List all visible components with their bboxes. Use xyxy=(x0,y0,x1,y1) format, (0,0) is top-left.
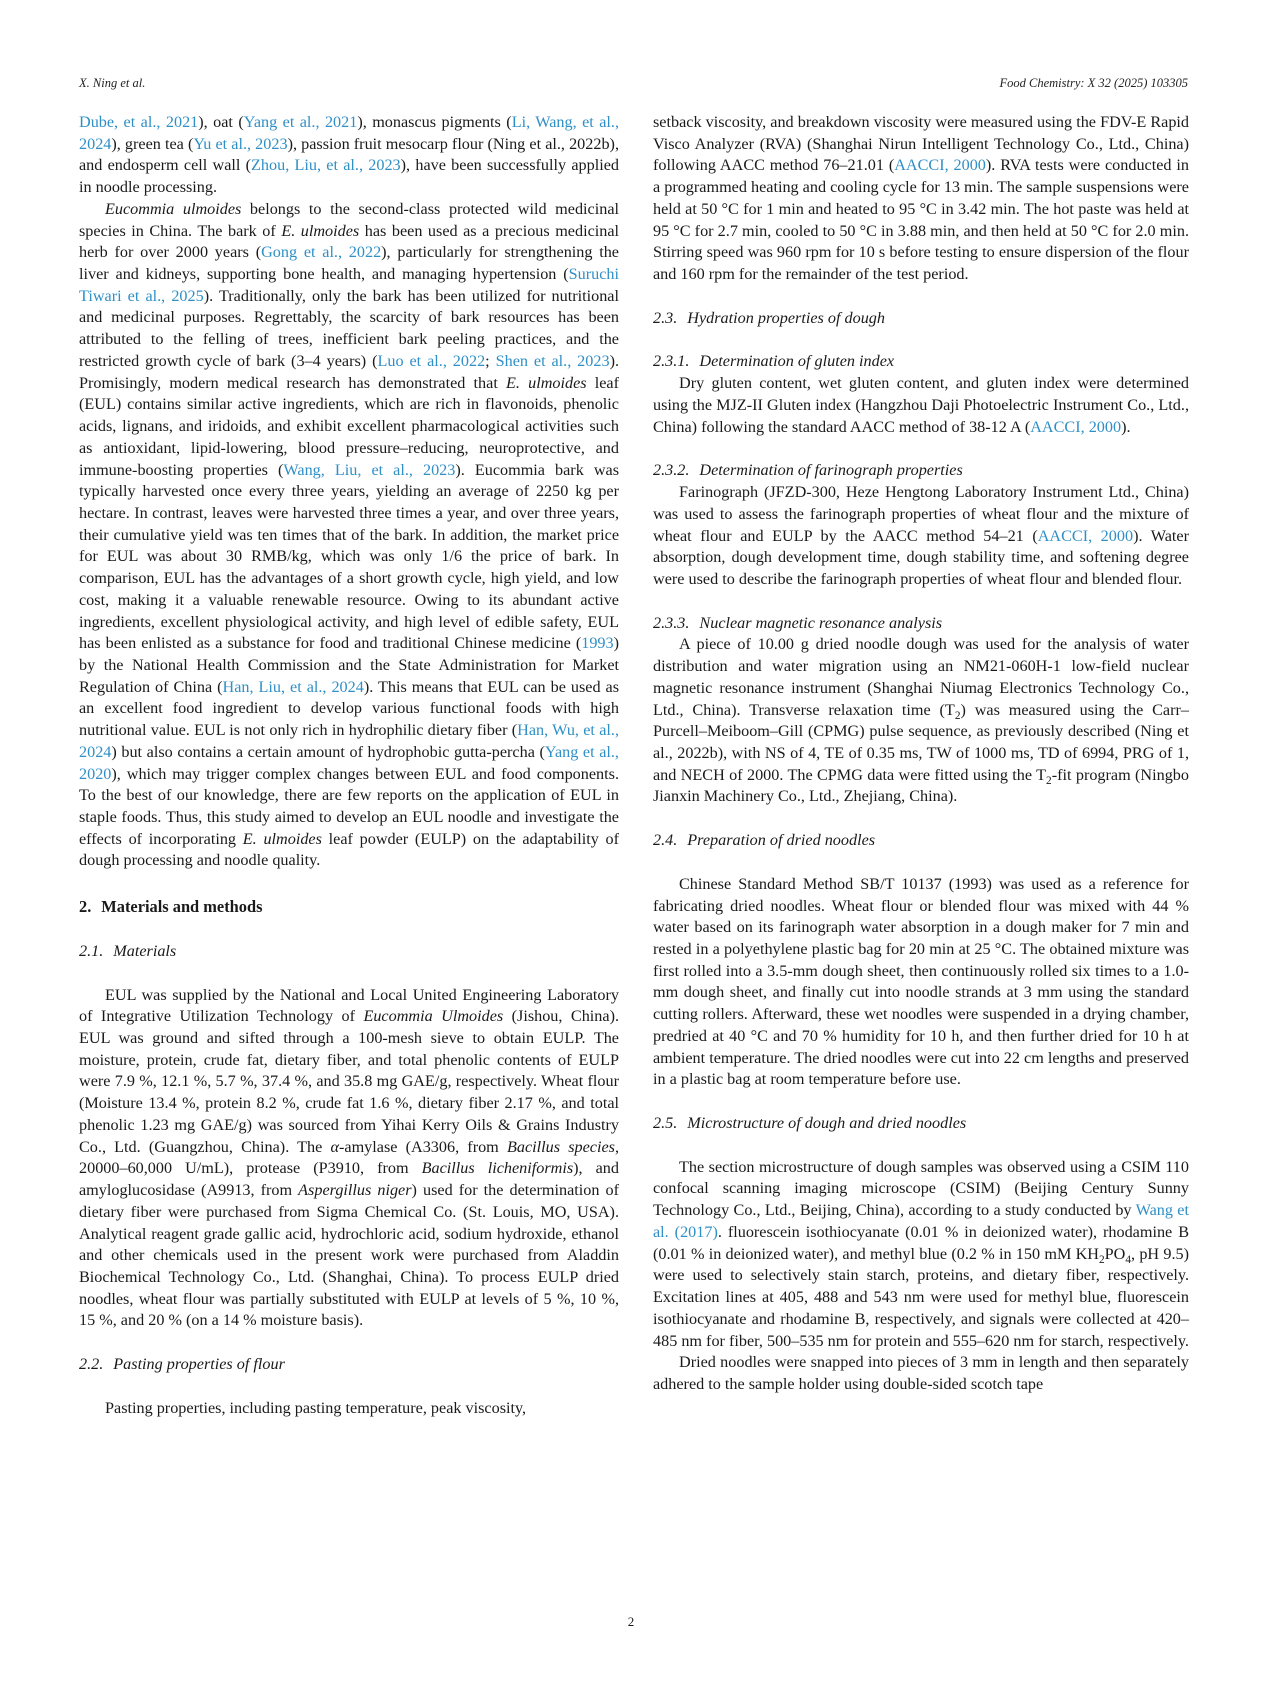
left-column xyxy=(79,112,619,1420)
pasting-paragraph-continued: setback viscosity, and breakdown viscosity were measured using the FDV-E Rapid Visco Analyzer (RVA) (Shanghai Nirun Intelligent Technology Co., Ltd., China) following AACC method 76–21.01 (AACCI, 2000). RVA tests were conducted in a programmed heating and cooling cycle for 13 min. The sample suspensions were held at 50 °C for 1 min and heated to 95 °C in 3.42 min. The hot paste was held at 95 °C for 2.7 min, cooled to 50 °C in 3.88 min, and then held at 50 °C for 2.0 min. Stirring speed was 960 rpm for 10 s before testing to ensure dispersion of the flour and 160 rpm for the remainder of the test period. xyxy=(653,113,1189,284)
citation-link[interactable]: AACCI, 2000 xyxy=(1030,417,1122,436)
microstructure-paragraph-1: The section microstructure of dough samples was observed using a CSIM 110 confocal scanning imaging microscope (CSIM) (Beijing Century Sunny Technology Co., Ltd., Beijing, China), according to a study conducted by Wang et al. (2017). fluorescein isothiocyanate (0.01 % in deionized water), rhodamine B (0.01 % in deionized water), and methyl blue (0.2 % in 150 mM $KH_2PO_4$, pH 9.5) were used to selectively stain starch, proteins, and dietary fiber, respectively. Excitation lines at 405, 488 and 543 nm were used for methyl blue, fluorescein isothiocyanate and rhodamine B, respectively, and signals were collected at 420–485 nm for fiber, 500–535 nm for protein and 555–620 nm for starch, respectively. xyxy=(653,1157,1189,1350)
intro-paragraph-2: Eucommia ulmoides belongs to the second-class protected wild medicinal species in China. The bark of E. ulmoides has been used as a precious medicinal herb for over 2000 years (Gong et al., 2022), particularly for strengthening the liver and kidneys, supporting bone health, and managing hypertension (Suruchi Tiwari et al., 2025). Traditionally, only the bark has been utilized for nutritional and medicinal purposes. Regrettably, the scarcity of bark resources has been attributed to the felling of trees, inefficient bark peeling practices, and the restricted growth cycle of bark (3–4 years) (Luo et al., 2022; Shen et al., 2023). Promisingly, modern medical research has demonstrated that E. ulmoides leaf (EUL) contains similar active ingredients, which are rich in flavonoids, phenolic acids, lignans, and iridoids, and exhibit excellent pharmacological activities such as antioxidant, lipid-lowering, blood pressure–reducing, neuroprotective, and immune-boosting properties (Wang, Liu, et al., 2023). Eucommia bark was typically harvested once every three years, yielding an average of 2250 kg per hectare. In contrast, leaves were harvested three times a year, and over three years, their cumulative yield was ten times that of the bark. In addition, the market price for EUL was about 30 RMB/kg, which was only 1/6 the price of bark. In comparison, EUL has the advantages of a short growth cycle, high yield, and low cost, making it a valuable renewable resource. Owing to its abundant active ingredients, excellent physiological activity, and high level of edible safety, EUL has been enlisted as a substance for food and traditional Chinese medicine (1993) by the National Health Commission and the State Administration for Market Regulation of China (Han, Liu, et al., 2024). This means that EUL can be used as an excellent food ingredient to develop various functional foods with high nutritional value. EUL is not only rich in hydrophilic dietary fiber (Han, Wu, et al., 2024) but also contains a certain amount of hydrophobic gutta-percha (Yang et al., 2020), which may trigger complex changes between EUL and food components. To the best of our knowledge, there are few reports on the application of EUL in staple foods. Thus, this study aimed to develop an EUL noodle and investigate the effects of incorporating E. ulmoides leaf powder (EULP) on the adaptability of dough processing and noodle quality. xyxy=(79,199,620,870)
citation-link[interactable]: Zhou, Liu, et al., 2023 xyxy=(251,156,401,175)
citation-link[interactable]: Yu et al., 2023 xyxy=(193,134,288,153)
subsubsection-heading: 2.3.1. Determination of gluten index xyxy=(653,352,895,371)
citation-link[interactable]: Gong et al., 2022 xyxy=(261,243,382,262)
citation-link[interactable]: AACCI, 2000 xyxy=(1037,526,1134,545)
citation-link[interactable]: Han, Wu, et al., 2024 xyxy=(79,721,620,761)
subsection-heading: 2.4. Preparation of dried noodles xyxy=(653,831,876,850)
subsection-heading: 2.2. Pasting properties of flour xyxy=(79,1355,285,1374)
citation-link[interactable]: Suruchi Tiwari et al., 2025 xyxy=(79,265,619,305)
section-heading: 2. Materials and methods xyxy=(79,897,263,917)
subsection-heading: 2.1. Materials xyxy=(79,941,177,960)
citation-link[interactable]: Dube, et al., 2021 xyxy=(79,113,199,131)
microstructure-paragraph-2: Dried noodles were snapped into pieces of 3 mm in length and then separately adhered to the sample holder using double-sided scotch tape xyxy=(653,1353,1189,1393)
citation-link[interactable]: AACCI, 2000 xyxy=(894,156,986,175)
intro-paragraph-1: Dube, et al., 2021), oat (Yang et al., 2021), monascus pigments (Li, Wang, et al., 2024), green tea (Yu et al., 2023), passion fruit mesocarp flour (Ning et al., 2022b), and endosperm cell wall (Zhou, Liu, et al., 2023), have been successfully applied in noodle processing. xyxy=(79,113,619,197)
citation-link[interactable]: Yang et al., 2021 xyxy=(243,113,358,131)
subsection-heading: 2.5. Microstructure of dough and dried noodles xyxy=(653,1114,967,1133)
citation-link[interactable]: Luo et al., 2022 xyxy=(377,351,486,370)
citation-link[interactable]: 1993 xyxy=(581,634,614,653)
materials-paragraph: EUL was supplied by the National and Local United Engineering Laboratory of Integrative Utilization Technology of Eucommia Ulmoides (Jishou, China). EUL was ground and sifted through a 100-mesh sieve to obtain EULP. The moisture, protein, crude fat, dietary fiber, and total phenolic contents of EULP were 7.9 %, 12.1 %, 5.7 %, 37.4 %, and 35.8 mg GAE/g, respectively. Wheat flour (Moisture 13.4 %, protein 8.2 %, crude fat 1.6 %, dietary fiber 2.17 %, and total phenolic 1.23 mg GAE/g) was sourced from Yihai Kerry Oils & Grains Industry Co., Ltd. (Guangzhou, China). The α-amylase (A3306, from Bacillus species, 20000–60,000 U/mL), protease (P3910, from Bacillus licheniformis), and amyloglucosidase (A9913, from Aspergillus niger) used for the determination of dietary fiber were purchased from Sigma Chemical Co. (St. Louis, MO, USA). Analytical reagent grade gallic acid, hydrochloric acid, sodium hydroxide, ethanol and other chemicals used in the present work were purchased from Aladdin Biochemical Technology Co., Ltd. (Shanghai, China). To process EULP dried noodles, wheat flour was partially substituted with EULP at levels of 5 %, 10 %, 15 %, and 20 % (on a 14 % moisture basis). xyxy=(79,985,620,1330)
pasting-paragraph-start: Pasting properties, including pasting temperature, peak viscosity, xyxy=(105,1398,527,1417)
subsubsection-heading: 2.3.3. Nuclear magnetic resonance analysis xyxy=(653,613,943,632)
gluten-paragraph: Dry gluten content, wet gluten content, and gluten index were determined using the MJZ-II Gluten index (Hangzhou Daji Photoelectric Instrument Co., Ltd., China) following the standard AACC method of 38-12 A (AACCI, 2000). xyxy=(653,374,1189,436)
subsection-heading: 2.3. Hydration properties of dough xyxy=(653,308,885,327)
running-head-journal: Food Chemistry: X 32 (2025) 103305 xyxy=(999,76,1188,90)
farinograph-paragraph: Farinograph (JFZD-300, Heze Hengtong Laboratory Instrument Ltd., China) was used to assess the farinograph properties of wheat flour and the mixture of wheat flour and EULP by the AACC method 54–21 (AACCI, 2000). Water absorption, dough development time, dough stability time, and softening degree were used to describe the farinograph properties of wheat flour and blended flour. xyxy=(653,483,1189,588)
citation-link[interactable]: Wang et al. (2017) xyxy=(653,1201,1189,1241)
right-column xyxy=(653,112,1189,1396)
subsubsection-heading: 2.3.2. Determination of farinograph properties xyxy=(653,461,963,480)
citation-link[interactable]: Wang, Liu, et al., 2023 xyxy=(283,460,456,479)
citation-link[interactable]: Li, Wang, et al., 2024 xyxy=(79,113,619,153)
running-head-authors: X. Ning et al. xyxy=(79,76,146,90)
citation-link[interactable]: Han, Liu, et al., 2024 xyxy=(222,677,364,696)
citation-link[interactable]: Shen et al., 2023 xyxy=(495,351,610,370)
nmr-paragraph: A piece of 10.00 g dried noodle dough was used for the analysis of water distribution and water migration using an NM21-060H-1 low-field nuclear magnetic resonance instrument (Shanghai Niumag Electronics Technology Co., Ltd., China). Transverse relaxation time $(T_2)$ was measured using the Carr–Purcell–Meiboom–Gill (CPMG) pulse sequence, as previously described (Ning et al., 2022b), with NS of 4, TE of 0.35 ms, TW of 1000 ms, TD of 6994, PRG of 1, and NECH of 2000. The CPMG data were fitted using the $T_2$-fit program (Ningbo Jianxin Machinery Co., Ltd., Zhejiang, China). xyxy=(653,635,1189,806)
noodles-paragraph: Chinese Standard Method SB/T 10137 (1993) was used as a reference for fabricating dried noodles. Wheat flour or blended flour was mixed with 44 % water based on its farinograph water absorption in a dough maker for 7 min and rested in a polyethylene plastic bag for 20 min at 25 °C. The obtained mixture was first rolled into a 3.5-mm dough sheet, then continuously rolled six times to a 1.0-mm dough sheet, and finally cut into noodle strands at 3 mm using the standard cutting rollers. Afterward, these wet noodles were suspended in a drying chamber, predried at 40 °C and 70 % humidity for 10 h, and then further dried for 10 h at ambient temperature. The dried noodles were cut into 22 cm lengths and preserved in a plastic bag at room temperature before use. xyxy=(653,874,1189,1089)
page-number: 2 xyxy=(627,1614,635,1629)
citation-link[interactable]: Yang et al., 2020 xyxy=(79,742,619,783)
